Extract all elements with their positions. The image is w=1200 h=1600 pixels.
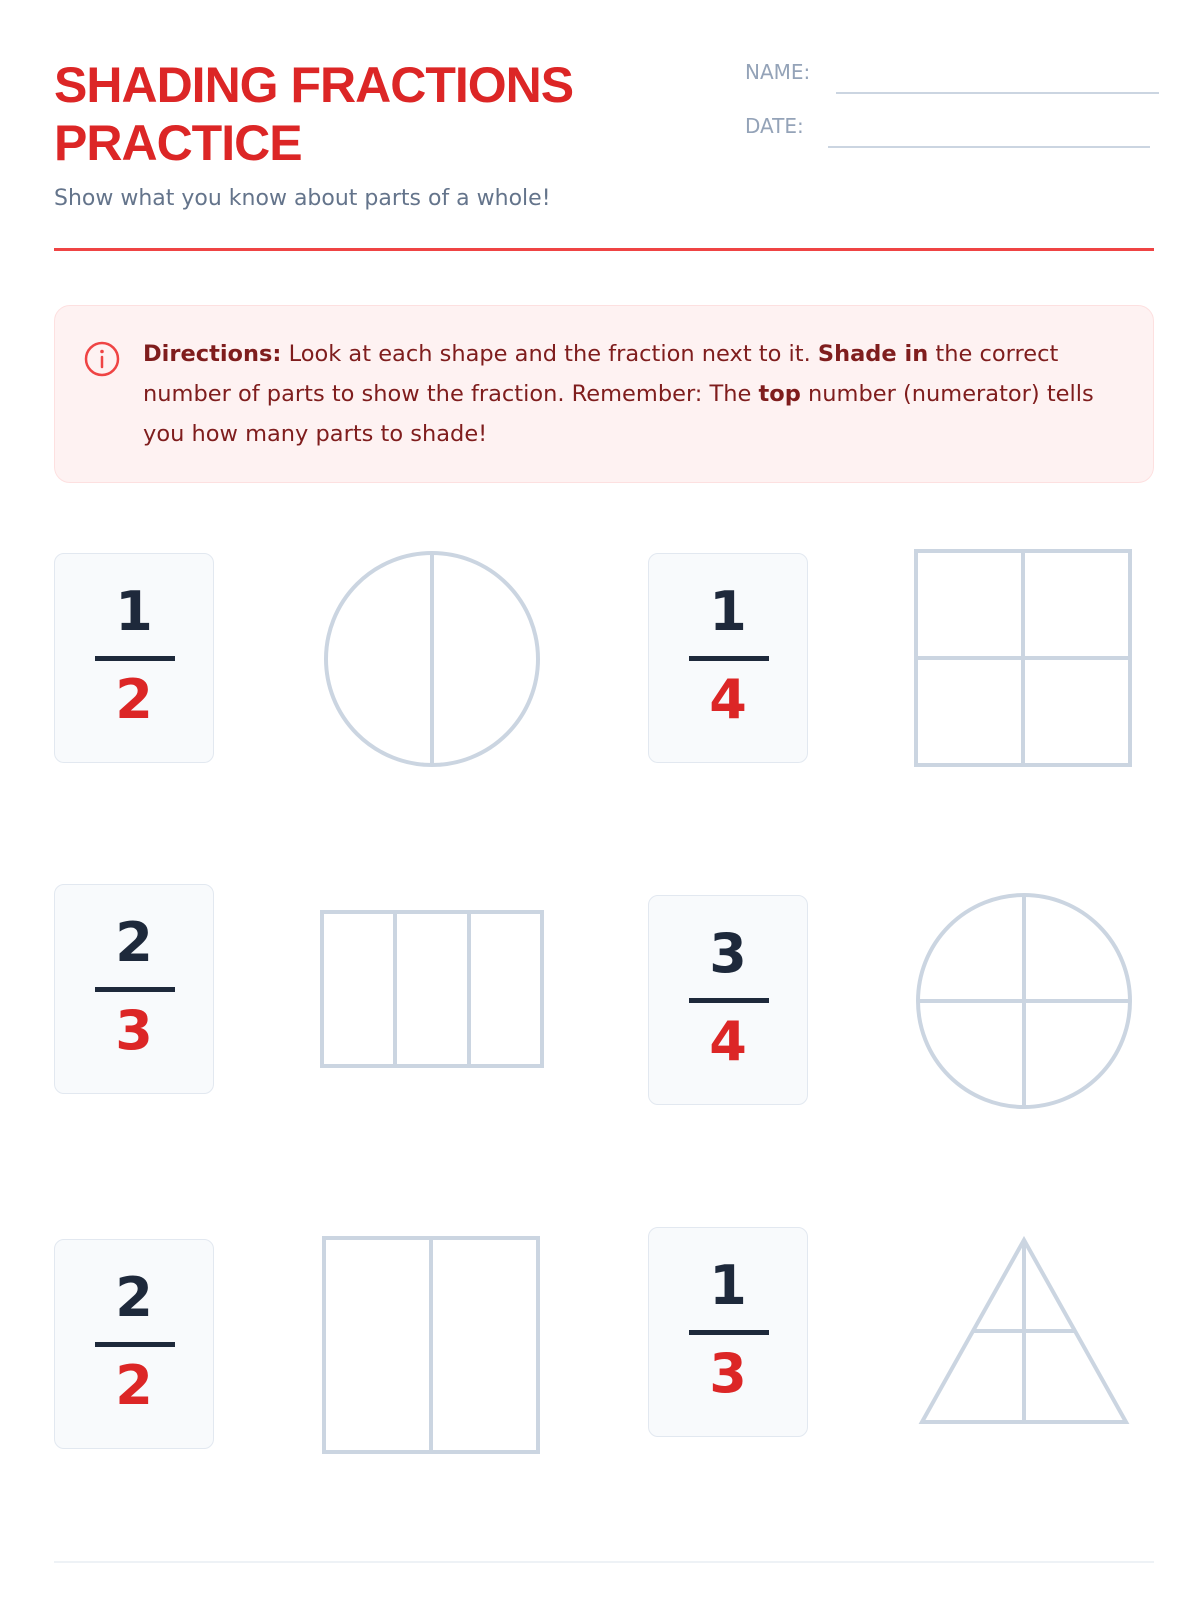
directions-part3: number (numerator) tells you how many parts to shade! <box>143 381 1094 447</box>
info-icon <box>83 340 121 378</box>
fraction-bar <box>689 656 769 661</box>
numerator: 1 <box>115 580 153 643</box>
name-label: NAME: <box>745 60 811 84</box>
fraction-card-3 <box>54 884 214 1094</box>
denominator: 2 <box>115 668 153 731</box>
fraction-bar <box>95 656 175 661</box>
fraction-bar <box>95 987 175 992</box>
shape-rectangle-thirds[interactable] <box>320 910 544 1068</box>
fraction-card-2 <box>648 553 808 763</box>
directions-label: Directions: <box>143 341 282 367</box>
directions-part1: Look at each shape and the fraction next to it. <box>281 341 818 367</box>
shape-triangle-thirds[interactable] <box>918 1236 1130 1426</box>
directions-part2: the correct number of parts to show the fraction. Remember: The <box>143 341 1059 407</box>
numerator: 1 <box>709 1254 747 1317</box>
fraction-bar <box>689 998 769 1003</box>
fraction-card-4 <box>648 895 808 1105</box>
directions-text <box>143 334 1113 454</box>
shape-circle-halves[interactable] <box>322 549 542 769</box>
page-subtitle: Show what you know about parts of a whole! <box>54 186 551 211</box>
shape-rectangle-halves[interactable] <box>322 1236 542 1456</box>
date-label: DATE: <box>745 114 804 138</box>
fraction-bar <box>95 1342 175 1347</box>
footer-divider <box>54 1561 1154 1563</box>
numerator: 3 <box>709 922 747 985</box>
fraction-card-5 <box>54 1239 214 1449</box>
header-divider <box>54 248 1154 251</box>
fraction-card-1 <box>54 553 214 763</box>
shape-square-quarters[interactable] <box>914 549 1134 769</box>
directions-bold2: top <box>758 381 801 407</box>
directions-bold1: Shade in <box>817 341 929 367</box>
shape-circle-quarters[interactable] <box>914 891 1134 1111</box>
denominator: 4 <box>709 668 747 731</box>
fraction-bar <box>689 1330 769 1335</box>
date-field[interactable] <box>828 146 1150 148</box>
denominator: 4 <box>709 1010 747 1073</box>
numerator: 2 <box>115 1266 153 1329</box>
denominator: 2 <box>115 1354 153 1417</box>
numerator: 2 <box>115 911 153 974</box>
fraction-card-6 <box>648 1227 808 1437</box>
directions-box <box>54 305 1154 483</box>
page-title: SHADING FRACTIONS PRACTICE <box>54 57 574 171</box>
name-field[interactable] <box>836 92 1159 94</box>
denominator: 3 <box>709 1342 747 1405</box>
denominator: 3 <box>115 999 153 1062</box>
numerator: 1 <box>709 580 747 643</box>
